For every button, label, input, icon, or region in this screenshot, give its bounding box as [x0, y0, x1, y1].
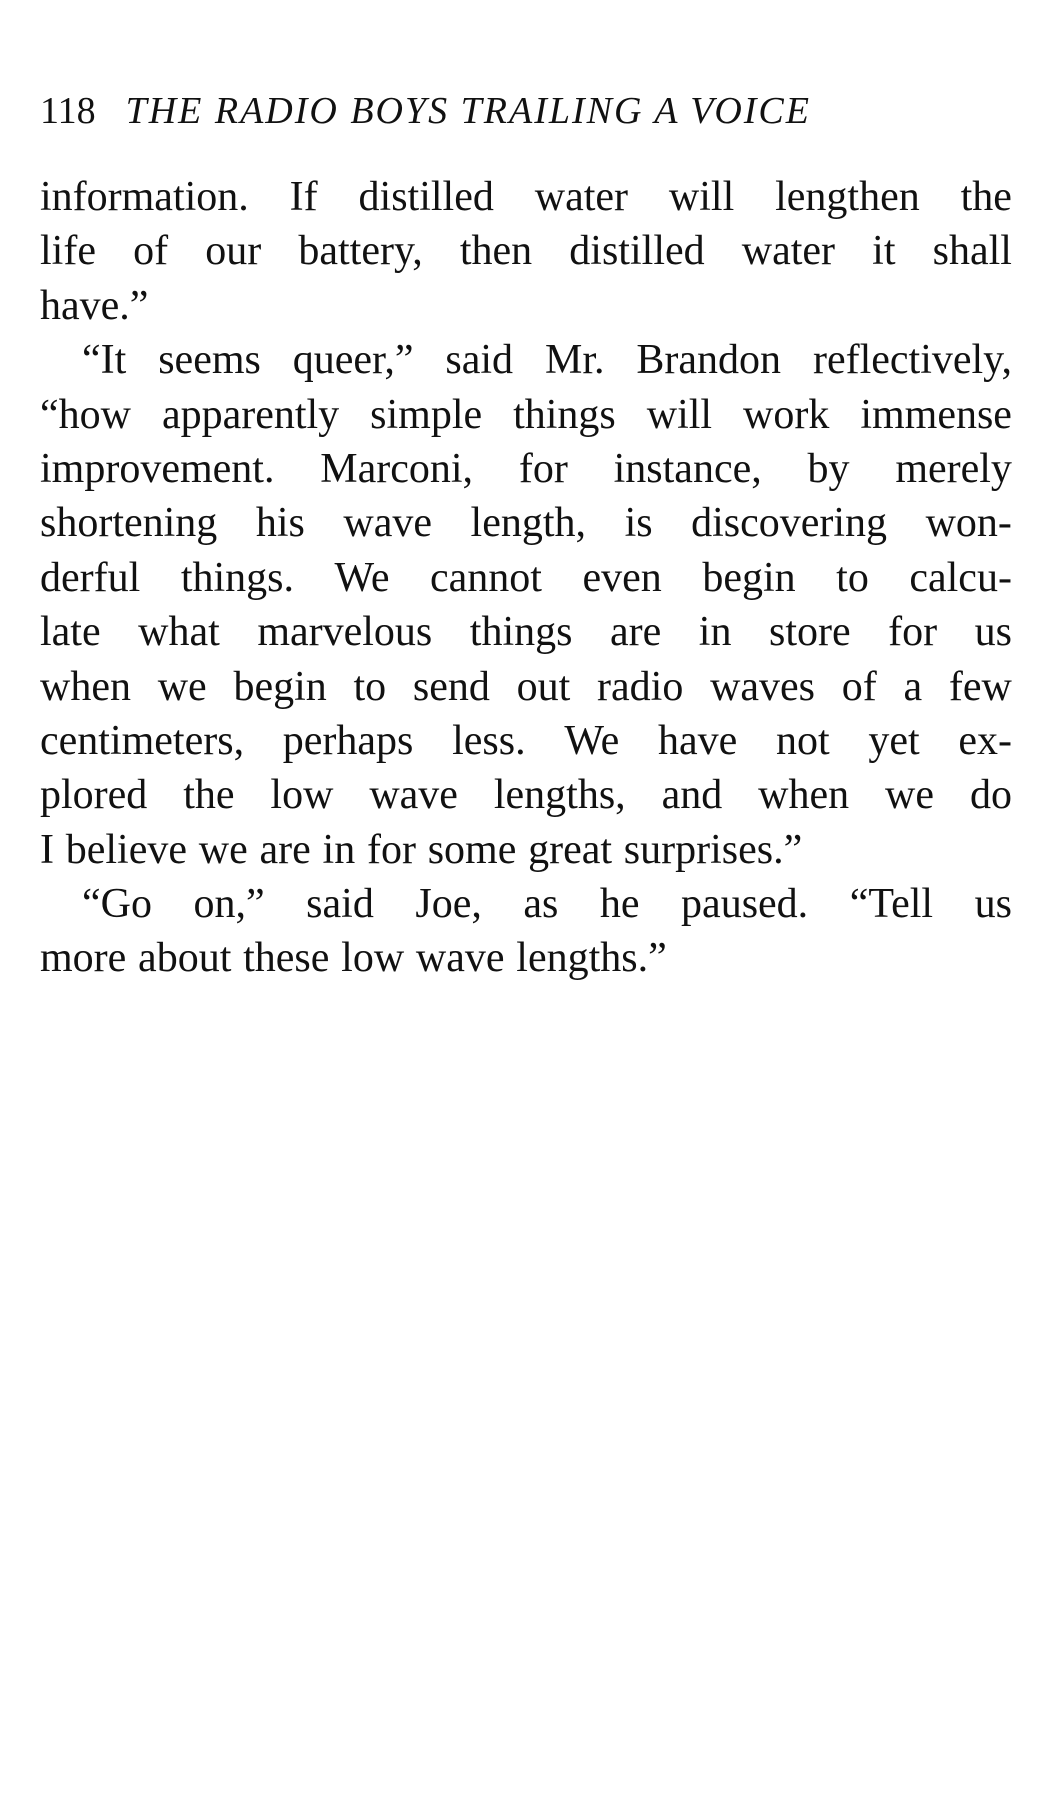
word: perhaps [282, 717, 414, 764]
word: cannot [430, 554, 542, 601]
text-line [40, 714, 1012, 768]
word: merely [895, 445, 1012, 492]
word: us [974, 609, 1012, 656]
word: life [40, 228, 96, 275]
word: seems [158, 337, 261, 384]
text-line [40, 823, 1012, 877]
text-line [40, 931, 1012, 985]
word: instance, [613, 445, 762, 492]
word: won- [925, 500, 1012, 547]
word: waves [710, 663, 816, 710]
word: things. [180, 554, 295, 601]
word: begin [702, 554, 796, 601]
word: store [768, 609, 851, 656]
word: are [259, 826, 311, 873]
text-line [40, 605, 1012, 659]
word: If [289, 174, 318, 220]
word: is [624, 500, 653, 547]
word: for [888, 609, 938, 656]
word: ex- [958, 717, 1012, 764]
word: distilled [569, 228, 705, 275]
text-line [40, 768, 1012, 822]
word: information. [40, 174, 249, 220]
word: “how [40, 391, 131, 438]
word: when [758, 772, 850, 819]
text-line [40, 551, 1012, 605]
word: things [469, 609, 573, 656]
word: it [872, 228, 896, 275]
word: great [528, 826, 613, 873]
word: of [133, 228, 169, 275]
word: “Tell [849, 881, 934, 928]
word: things [513, 391, 616, 438]
body-text [40, 170, 1012, 986]
word: lengthen [775, 174, 920, 220]
word: radio [597, 663, 684, 710]
word: do [969, 772, 1012, 819]
word: not [775, 717, 830, 764]
text-line [40, 170, 1012, 224]
word: wave [369, 772, 458, 819]
word: will [646, 391, 713, 438]
word: work [743, 391, 830, 438]
word: distilled [358, 174, 494, 220]
word: said [445, 337, 514, 384]
word: out [516, 663, 571, 710]
word: his [255, 500, 305, 547]
word: us [974, 881, 1012, 928]
word: late [40, 609, 101, 656]
text-line [40, 442, 1012, 496]
word: for [366, 826, 416, 873]
word: We [334, 554, 390, 601]
word: have [657, 717, 738, 764]
word: and [661, 772, 723, 819]
word: derful [40, 554, 141, 601]
word: battery, [298, 228, 423, 275]
word: to [353, 663, 387, 710]
text-line [40, 224, 1012, 278]
word: Joe, [415, 881, 482, 928]
word: what [138, 609, 220, 656]
word: simple [370, 391, 483, 438]
word: for [518, 445, 568, 492]
text-line [40, 333, 1012, 387]
text-line [40, 660, 1012, 714]
word: surprises.” [623, 826, 803, 873]
word: the [183, 772, 235, 819]
word: lengths, [493, 772, 626, 819]
word: by [807, 445, 850, 492]
word: queer,” [292, 337, 414, 384]
word: immense [860, 391, 1012, 438]
word: in [322, 826, 356, 873]
word: low [270, 772, 334, 819]
word: improvement. [40, 445, 275, 492]
word: Marconi, [320, 445, 474, 492]
word: will [668, 174, 735, 220]
word: in [698, 609, 732, 656]
word: low [341, 935, 405, 982]
word: more [40, 935, 127, 982]
word: reflectively, [812, 337, 1012, 384]
word: “Go [82, 881, 152, 928]
word: on,” [193, 881, 265, 928]
word: these [243, 935, 330, 982]
word: when [40, 663, 131, 710]
word: we [198, 826, 248, 873]
word: a [903, 663, 923, 710]
word: I [40, 826, 54, 873]
word: water [534, 174, 629, 220]
word: send [412, 663, 490, 710]
word: water [741, 228, 836, 275]
word: are [609, 609, 662, 656]
word: said [306, 881, 374, 928]
word: we [885, 772, 935, 819]
text-line [40, 496, 1012, 550]
word: have.” [40, 282, 149, 329]
text-line [40, 388, 1012, 442]
word: Brandon [636, 337, 782, 384]
word: paused. [681, 881, 809, 928]
word: about [138, 935, 232, 982]
word: shall [932, 228, 1012, 275]
word: he [599, 881, 640, 928]
page-number: 118 [40, 90, 96, 132]
word: of [841, 663, 877, 710]
word: as [523, 881, 559, 928]
word: some [427, 826, 517, 873]
word: our [205, 228, 262, 275]
word: We [564, 717, 620, 764]
word: less. [452, 717, 526, 764]
text-line [40, 877, 1012, 931]
word: to [836, 554, 869, 601]
word: yet [868, 717, 920, 764]
word: marvelous [257, 609, 433, 656]
word: even [582, 554, 662, 601]
word: the [960, 174, 1012, 220]
word: lengths.” [516, 935, 667, 982]
running-head [40, 88, 920, 134]
word: length, [470, 500, 587, 547]
word: Mr. [544, 337, 605, 384]
word: wave [415, 935, 505, 982]
word: plored [40, 772, 148, 819]
word: discovering [691, 500, 888, 547]
text-line [40, 279, 1012, 333]
word: few [948, 663, 1012, 710]
word: “It [82, 337, 127, 384]
word: calcu- [909, 554, 1012, 601]
word: apparently [161, 391, 340, 438]
word: centimeters, [40, 717, 245, 764]
word: shortening [40, 500, 218, 547]
word: believe [65, 826, 188, 873]
word: wave [343, 500, 433, 547]
word: then [459, 228, 533, 275]
word: begin [233, 663, 327, 710]
word: we [157, 663, 207, 710]
running-title: THE RADIO BOYS TRAILING A VOICE [125, 90, 811, 132]
